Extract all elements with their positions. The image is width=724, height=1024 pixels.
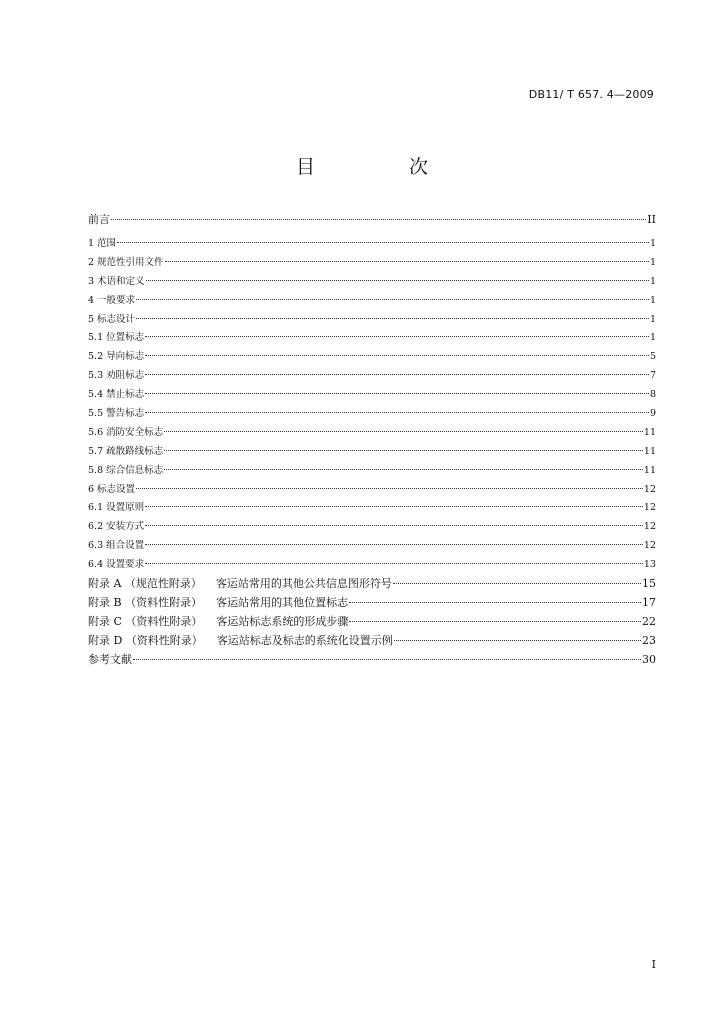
toc-entry-page: 1 [649,238,656,249]
toc-entry-label: 警告标志 [106,408,145,420]
toc-leader [165,261,649,262]
toc-entry-page: 11 [643,426,656,438]
page-number: I [651,958,656,971]
toc-entry-page: 11 [643,445,656,457]
toc-leader [117,242,649,243]
toc-entry-label: 参考文献 [88,652,132,666]
toc-leader [145,374,649,375]
toc-entry-number: 1 [88,238,95,249]
toc-annexes [88,575,656,651]
toc-entry-label: 一般要求 [97,294,136,306]
annex-label: 附录 D （资料性附录） [88,633,203,647]
toc-leader [111,219,646,220]
toc-entry-preface[interactable] [88,210,656,230]
toc-leader [349,621,641,622]
toc-sections [88,235,656,575]
toc-entry-page: 17 [642,595,656,609]
toc-entry-page: II [647,213,656,226]
toc-entry[interactable] [88,329,656,348]
toc-entry[interactable] [88,367,656,386]
annex-title: 客运站标志系统的形成步骤 [216,614,349,628]
toc-entry-label: 设置原则 [106,502,145,514]
toc-entry-number: 5.7 [88,445,104,457]
toc-entry-annex[interactable] [88,575,656,594]
toc-entry-page: 1 [649,313,656,325]
toc-entry-page: 30 [642,652,656,666]
toc-entry[interactable] [88,518,656,537]
toc-entry-label: 劝阻标志 [106,370,145,382]
toc-entry-page: 8 [649,389,656,401]
toc-entry-label: 安装方式 [106,521,145,533]
toc-entry[interactable] [88,499,656,518]
toc-entry[interactable] [88,311,656,330]
toc-entry[interactable] [88,443,656,462]
toc-entry-annex[interactable] [88,613,656,632]
toc-entry[interactable] [88,292,656,311]
toc-entry-page: 9 [649,408,656,420]
toc-entry-page: 11 [643,464,656,476]
toc-leader [145,393,649,394]
toc-entry-number: 5.1 [88,332,104,344]
toc-entry[interactable] [88,235,656,254]
toc-leader [145,336,649,337]
toc-leader [136,318,649,319]
toc-entry-number: 6.1 [88,502,104,514]
toc-entry-number: 6.4 [88,559,104,571]
toc-entry[interactable] [88,405,656,424]
toc-entry-number: 5.8 [88,464,104,476]
toc-entry-number: 2 [88,256,95,268]
toc-entry-number: 5 [88,313,95,325]
toc-entry-label: 规范性引用文件 [97,256,164,268]
toc-entry-label: 疏散路线标志 [106,445,164,457]
toc-leader [394,640,641,641]
toc-leader [133,659,641,660]
toc-entry-number: 4 [88,294,95,306]
toc-entry-label: 综合信息标志 [106,464,164,476]
toc-entry-number: 5.3 [88,370,104,382]
toc-entry[interactable] [88,273,656,292]
toc-entry-page: 5 [649,351,656,363]
toc-leader [145,355,649,356]
toc-entry-label: 组合设置 [106,540,145,552]
toc-entry-page: 7 [649,370,656,382]
toc-entry-page: 1 [649,294,656,306]
toc-entry-label: 标志设置 [97,483,136,495]
toc-entry-label: 导向标志 [106,351,145,363]
toc-entry[interactable] [88,537,656,556]
toc-entry-number: 5.2 [88,351,104,363]
standard-code: DB11/ T 657. 4—2009 [528,88,654,101]
toc-entry-bibliography[interactable] [88,651,656,670]
toc-entry-page: 23 [642,633,656,647]
toc-entry-page: 12 [643,483,656,495]
toc-leader [164,450,643,451]
toc-leader [146,280,649,281]
toc-entry-page: 1 [649,256,656,268]
toc-leader [164,469,643,470]
toc-entry-page: 15 [642,577,656,591]
toc-entry-number: 5.5 [88,408,104,420]
toc-leader [145,544,643,545]
toc-entry-label: 消防安全标志 [106,426,164,438]
toc-leader [145,563,643,564]
toc-entry-page: 12 [643,540,656,552]
toc-entry-label: 禁止标志 [106,389,145,401]
toc-leader [145,525,643,526]
toc-entry-number: 3 [88,275,95,287]
annex-label: 附录 C （资料性附录） [88,614,203,628]
toc-leader [136,488,643,489]
toc-entry-page: 22 [642,614,656,628]
annex-label: 附录 B （资料性附录） [88,595,203,609]
annex-title: 客运站常用的其他公共信息图形符号 [215,577,392,591]
toc-entry-number: 6.2 [88,521,104,533]
toc-entry-label: 术语和定义 [97,275,145,287]
toc-entry[interactable] [88,348,656,367]
toc-leader [349,602,641,603]
toc-entry[interactable] [88,424,656,443]
toc-entry[interactable] [88,462,656,481]
toc-entry-number: 5.6 [88,426,104,438]
toc-entry[interactable] [88,481,656,500]
toc-entry-page: 1 [649,332,656,344]
toc-entry-annex[interactable] [88,594,656,613]
toc-leader [145,412,649,413]
toc-entry-page: 12 [643,521,656,533]
toc-leader [136,299,649,300]
toc-entry[interactable] [88,254,656,273]
annex-title: 客运站标志及标志的系统化设置示例 [216,633,393,647]
toc-entry-label: 位置标志 [106,332,145,344]
toc-entry-label: 范围 [97,238,117,249]
annex-label: 附录 A （规范性附录） [88,577,202,591]
toc-leader [145,506,643,507]
toc-entry[interactable] [88,386,656,405]
toc-entry-number: 6.3 [88,540,104,552]
annex-title: 客运站常用的其他位置标志 [216,595,349,609]
toc-entry[interactable] [88,556,656,575]
toc-leader [393,583,641,584]
toc-entry-label: 设置要求 [106,559,145,571]
table-of-contents [88,210,656,669]
toc-entry-number: 6 [88,483,95,495]
toc-entry-annex[interactable] [88,632,656,651]
toc-entry-label: 前言 [88,213,110,226]
toc-entry-label: 标志设计 [97,313,136,325]
toc-entry-page: 12 [643,502,656,514]
toc-entry-number: 5.4 [88,389,104,401]
toc-entry-page: 13 [643,559,656,571]
toc-leader [164,431,643,432]
page-title: 目 次 [295,156,473,178]
toc-entry-page: 1 [649,275,656,287]
